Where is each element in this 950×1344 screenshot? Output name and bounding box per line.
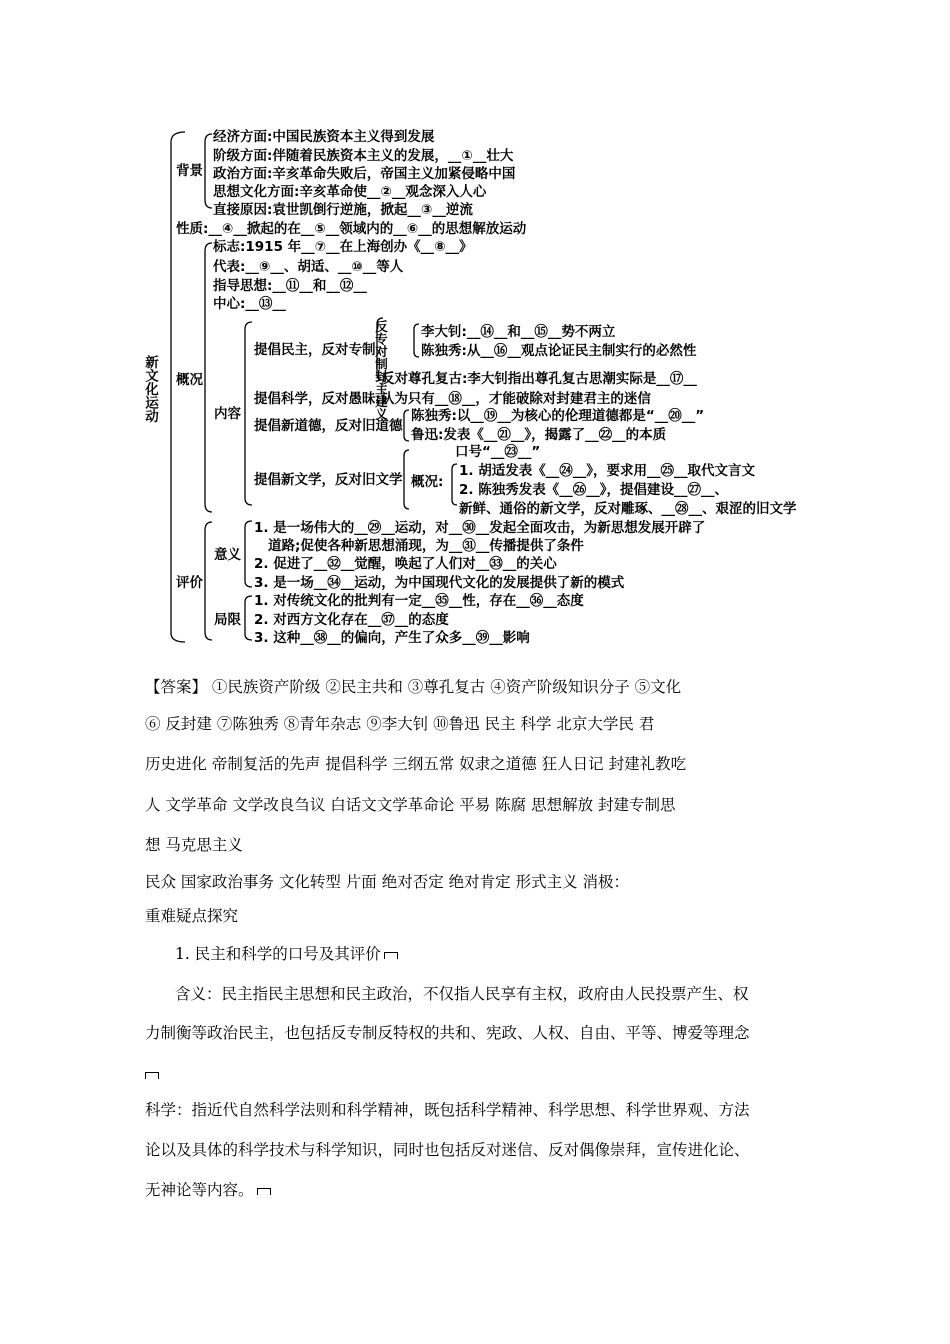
morality-bracket (404, 410, 409, 441)
answers-line: 想 马克思主义 (145, 836, 243, 854)
limitation-item: 2. 对西方文化存在__㊲__的态度 (254, 612, 449, 628)
limitation-bracket (245, 596, 252, 640)
literature-bracket (404, 450, 409, 509)
science-paragraph: 论以及具体的科学技术与科学知识，同时也包括反对迷信、反对偶像崇拜，宣传进化论、 (145, 1141, 750, 1159)
meaning-paragraph: 含义：民主指民主思想和民主政治，不仅指人民享有主权，政府由人民投票产生、权 (175, 985, 749, 1003)
answers-line: ⑥ 反封建 ⑦陈独秀 ⑧青年杂志 ⑨李大钊 ⑩鲁迅 民主 科学 北京大学民 君 (145, 715, 655, 733)
literature-item: 新鲜、通俗的新文学，反对雕琢、__㉘__、艰涩的旧文学 (459, 501, 797, 517)
significance-bracket (245, 521, 252, 587)
overview-item: 标志:1915 年__⑦__在上海创办《__⑧__》 (213, 239, 473, 255)
section-title: 重难疑点探究 (145, 907, 239, 925)
background-item: 思想文化方面:辛亥革命使__②__观念深入人心 (213, 184, 487, 200)
knowledge-structure-diagram (0, 0, 950, 660)
background-label: 背景 (176, 163, 203, 179)
democracy-sub-bracket (414, 324, 419, 357)
content-label: 内容 (214, 406, 241, 422)
answers-line: 历史进化 帝制复活的先声 提倡科学 三纲五常 奴隶之道德 狂人日记 封建礼教吃 (145, 755, 687, 773)
limitation-item: 1. 对传统文化的批判有一定__㉟__性，存在__㊱__态度 (254, 593, 584, 609)
background-item: 阶级方面:伴随着民族资本主义的发展，__①__壮大 (213, 148, 514, 164)
background-bracket (205, 134, 212, 208)
science-paragraph: 科学：指近代自然科学法则和科学精神，既包括科学精神、科学思想、科学世界观、方法 (145, 1101, 750, 1119)
meaning-paragraph: 力制衡等政治民主，也包括反专制反特权的共和、宪政、人权、自由、平等、博爱等理念 (145, 1024, 750, 1042)
answers-line: 民众 国家政治事务 文化转型 片面 绝对否定 绝对肯定 形式主义 消极： (145, 873, 629, 891)
significance-item: 2. 促进了__㉜__觉醒，唤起了人们对__㉝__的关心 (254, 556, 557, 572)
overview-label: 概况 (176, 372, 203, 388)
morality-item: 鲁迅:发表《__㉑__》，揭露了__㉒__的本质 (411, 427, 667, 443)
science-paragraph: 无神论等内容。 (145, 1180, 271, 1200)
confucius-item: 反对尊孔复古:李大钊指出尊孔复古思潮实际是__⑰__ (381, 371, 697, 387)
paragraph-mark (145, 1072, 159, 1079)
democracy-item: 陈独秀:从__⑯__观点论证民主制实行的必然性 (421, 343, 697, 359)
background-item: 直接原因:袁世凯倒行逆施，掀起__③__逆流 (213, 202, 473, 218)
democracy-sub-label: 反专对制封主建义 (373, 320, 389, 420)
overview-bracket (205, 243, 212, 512)
gaikuang-bracket (452, 464, 457, 505)
answers-line: 【答案】 ①民族资产阶级 ②民主共和 ③尊孔复古 ④资产阶级知识分子 ⑤文化 (145, 678, 682, 696)
background-item: 政治方面:辛亥革命失败后，帝国主义加紧侵略中国 (213, 166, 516, 182)
evaluation-label: 评价 (176, 575, 203, 591)
item-title: 1. 民主和科学的口号及其评价 (175, 944, 398, 964)
literature-gaikuang: 概况: (411, 474, 444, 490)
literature-item: 1. 胡适发表《__㉔__》，要求用__㉕__取代文言文 (459, 463, 755, 479)
morality-label: 提倡新道德，反对旧道德 (254, 418, 403, 434)
science-item: 提倡科学，反对愚昧:认为只有__⑱__，才能破除对封建君主的迷信 (254, 391, 651, 407)
nature-line: 性质:__④__掀起的在__⑤__领域内的__⑥__的思想解放运动 (176, 221, 527, 237)
root-label: 新文化运动 (142, 355, 158, 423)
content-bracket (245, 322, 252, 505)
significance-item: 道路;促使各种新思想涌现，为__㉛__传播提供了条件 (268, 538, 584, 554)
overview-item: 指导思想:__⑪__和__⑫__ (213, 278, 367, 294)
literature-label: 提倡新文学，反对旧文学 (254, 472, 403, 488)
evaluation-bracket (205, 522, 212, 640)
democracy-item: 李大钊:__⑭__和__⑮__势不两立 (421, 324, 616, 340)
background-item: 经济方面:中国民族资本主义得到发展 (213, 129, 435, 145)
limitation-item: 3. 这种__㊳__的偏向，产生了众多__㊴__影响 (254, 630, 530, 646)
morality-item: 陈独秀:以__⑲__为核心的伦理道德都是“__⑳__” (411, 408, 705, 424)
significance-item: 1. 是一场伟大的__㉙__运动，对__㉚__发起全面攻击，为新思想发展开辟了 (254, 520, 706, 536)
overview-item: 中心:__⑬__ (213, 296, 286, 312)
paragraph-mark (257, 1188, 271, 1195)
answers-line: 人 文学革命 文学改良刍议 白话文文学革命论 平易 陈腐 思想解放 封建专制思 (145, 796, 676, 814)
literature-slogan: 口号“__㉓__” (455, 444, 541, 460)
limitation-label: 局限 (214, 612, 241, 628)
literature-item: 2. 陈独秀发表《__㉖__》，提倡建设__㉗__、 (459, 482, 728, 498)
significance-item: 3. 是一场__㉞__运动，为中国现代文化的发展提供了新的模式 (254, 575, 625, 591)
significance-label: 意义 (214, 547, 241, 563)
democracy-label: 提倡民主，反对专制 (254, 342, 376, 358)
overview-item: 代表:__⑨__、胡适、__⑩__等人 (213, 259, 404, 275)
paragraph-mark (384, 952, 398, 959)
